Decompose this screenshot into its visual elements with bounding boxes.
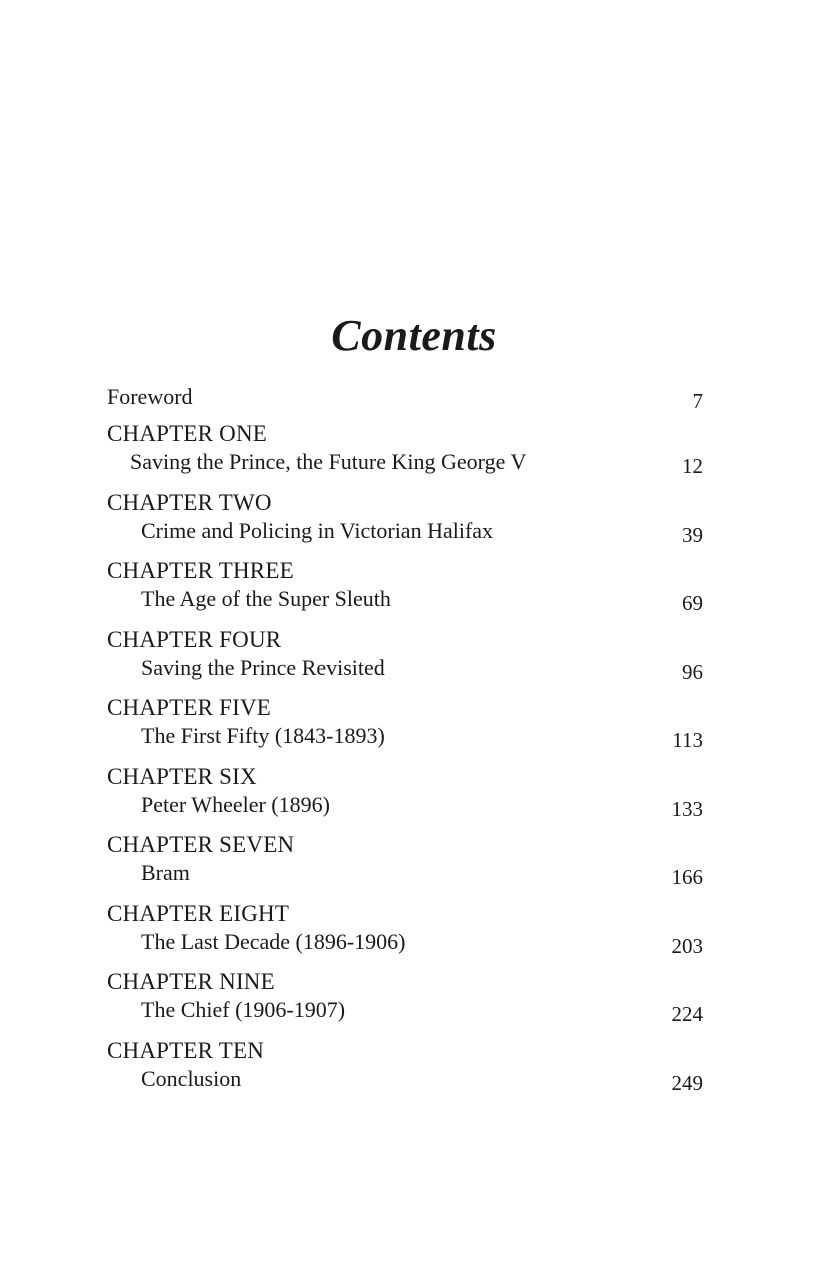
table-of-contents — [107, 380, 703, 1106]
chapter-label: CHAPTER TWO — [107, 489, 272, 515]
toc-entry-chapter-10[interactable] — [107, 1038, 703, 1107]
toc-entry-chapter-9[interactable] — [107, 969, 703, 1038]
chapter-label: CHAPTER THREE — [107, 558, 294, 583]
chapter-title: Bram — [141, 860, 190, 885]
toc-entry-chapter-6[interactable] — [107, 764, 703, 833]
toc-entry-chapter-1[interactable] — [107, 421, 703, 490]
chapter-title: The Last Decade (1896-1906) — [141, 928, 406, 954]
page-number: 39 — [682, 522, 703, 547]
toc-entry-chapter-8[interactable] — [107, 901, 703, 970]
page-number: 224 — [671, 1002, 703, 1026]
chapter-label: CHAPTER SIX — [107, 763, 257, 789]
chapter-title: Crime and Policing in Victorian Halifax — [141, 517, 494, 543]
page-number: 249 — [671, 1070, 703, 1095]
toc-entry-chapter-7[interactable] — [107, 832, 703, 901]
chapter-label: CHAPTER TEN — [107, 1037, 265, 1063]
toc-entry-foreword[interactable] — [107, 380, 703, 416]
page-number: 7 — [692, 389, 703, 413]
entry-title: Foreword — [107, 384, 193, 409]
chapter-title: The Age of the Super Sleuth — [141, 586, 391, 611]
chapter-label: CHAPTER FOUR — [107, 626, 282, 652]
page-number: 166 — [671, 865, 703, 889]
chapter-label: CHAPTER EIGHT — [107, 900, 290, 926]
toc-entry-chapter-5[interactable] — [107, 695, 703, 764]
chapter-label: CHAPTER NINE — [107, 969, 275, 994]
chapter-title: Saving the Prince, the Future King George V — [130, 449, 527, 474]
chapter-label: CHAPTER ONE — [107, 421, 268, 446]
page-number: 12 — [682, 454, 703, 478]
page-number: 96 — [682, 659, 703, 684]
chapter-title: The First Fifty (1843-1893) — [141, 723, 385, 748]
chapter-title: The Chief (1906-1907) — [141, 997, 346, 1022]
page-number: 113 — [672, 728, 703, 752]
chapter-label: CHAPTER FIVE — [107, 695, 272, 720]
toc-entry-chapter-2[interactable] — [107, 490, 703, 559]
page-title: Contents — [331, 311, 497, 360]
page-number: 133 — [671, 796, 703, 821]
chapter-label: CHAPTER SEVEN — [107, 832, 295, 857]
chapter-title: Saving the Prince Revisited — [141, 654, 385, 680]
chapter-title: Conclusion — [141, 1065, 242, 1091]
chapter-title: Peter Wheeler (1896) — [141, 791, 330, 817]
toc-entry-chapter-3[interactable] — [107, 558, 703, 627]
page-number: 69 — [682, 591, 703, 615]
page-number: 203 — [671, 933, 703, 958]
toc-entry-chapter-4[interactable] — [107, 627, 703, 696]
